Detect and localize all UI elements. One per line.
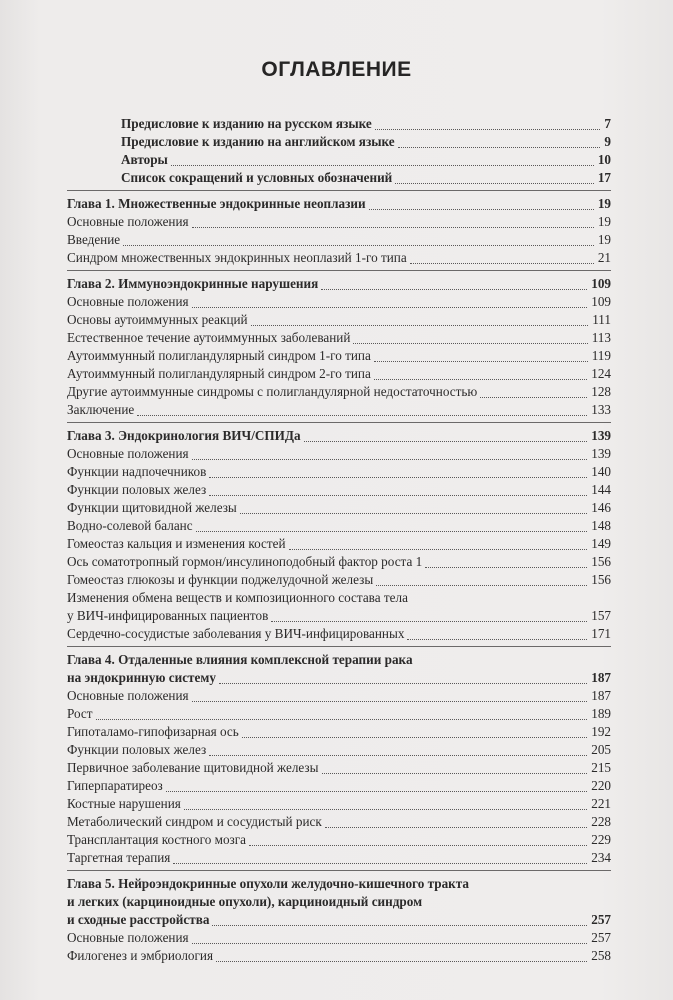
section-entry-label: Основные положения	[67, 930, 189, 945]
page-number: 144	[591, 482, 611, 497]
front-matter	[67, 115, 611, 187]
page-number: 189	[591, 706, 611, 721]
chapter-heading-label: на эндокринную систему	[67, 670, 216, 685]
dot-leader	[192, 227, 594, 228]
front-matter-entry[interactable]	[67, 115, 611, 133]
page-number: 19	[597, 196, 611, 211]
page-number: 220	[591, 778, 611, 793]
page-number: 111	[592, 312, 611, 327]
chapter-group	[67, 651, 611, 867]
dot-leader	[376, 585, 587, 586]
dot-leader	[192, 459, 587, 460]
section-entry-label: Функции половых желез	[67, 742, 207, 757]
page-number: 229	[591, 832, 611, 847]
chapter-divider	[67, 190, 611, 191]
section-entry[interactable]	[67, 929, 611, 947]
chapter-heading-label: Глава 3. Эндокринология ВИЧ/СПИДа	[67, 428, 301, 443]
section-entry-label: Первичное заболевание щитовидной железы	[67, 760, 319, 775]
page-number: 139	[591, 446, 611, 461]
page-number: 258	[591, 948, 611, 963]
section-entry[interactable]	[67, 831, 611, 849]
section-entry-label: Рост	[67, 706, 93, 721]
page-number: 21	[597, 250, 611, 265]
dot-leader	[173, 863, 587, 864]
section-entry[interactable]	[67, 553, 611, 571]
dot-leader	[251, 325, 588, 326]
front-matter-entry-label: Авторы	[121, 152, 168, 167]
chapter-heading[interactable]	[67, 875, 611, 929]
section-entry-label: Гомеостаз глюкозы и функции поджелудочной железы	[67, 572, 374, 587]
chapter-divider	[67, 646, 611, 647]
dot-leader	[96, 719, 587, 720]
section-entry[interactable]	[67, 383, 611, 401]
dot-leader	[480, 397, 587, 398]
dot-leader	[137, 415, 587, 416]
dot-leader	[407, 639, 587, 640]
section-entry-label: Введение	[67, 232, 121, 247]
section-entry-label: Водно-солевой баланс	[67, 518, 193, 533]
chapter-heading-label: и сходные расстройства	[67, 912, 210, 927]
chapter-heading-label: Глава 2. Иммуноэндокринные нарушения	[67, 276, 319, 291]
chapter-group	[67, 427, 611, 643]
dot-leader	[196, 531, 587, 532]
section-entry[interactable]	[67, 625, 611, 643]
chapter-heading[interactable]	[67, 427, 611, 445]
front-matter-entry-label: Предисловие к изданию на английском языке	[121, 134, 395, 149]
dot-leader	[398, 147, 600, 148]
page-number: 221	[591, 796, 611, 811]
dot-leader	[271, 621, 587, 622]
page-number: 205	[591, 742, 611, 757]
front-matter-entry-label: Предисловие к изданию на русском языке	[121, 116, 372, 131]
dot-leader	[289, 549, 587, 550]
dot-leader	[166, 791, 587, 792]
dot-leader	[322, 773, 587, 774]
chapter-heading-label: и легких (карциноидные опухоли), карциноидный синдром	[67, 894, 423, 909]
section-entry[interactable]	[67, 293, 611, 311]
dot-leader	[369, 209, 594, 210]
page-number: 148	[591, 518, 611, 533]
dot-leader	[374, 361, 588, 362]
section-entry-label: Таргетная терапия	[67, 850, 171, 865]
page-number: 133	[591, 402, 611, 417]
dot-leader	[321, 289, 587, 290]
page-number: 9	[604, 134, 611, 149]
section-entry[interactable]	[67, 231, 611, 249]
section-entry[interactable]	[67, 329, 611, 347]
section-entry[interactable]	[67, 759, 611, 777]
chapter-heading-label: Глава 4. Отдаленные влияния комплексной терапии рака	[67, 652, 413, 667]
section-entry-label: Филогенез и эмбриология	[67, 948, 214, 963]
section-entry[interactable]	[67, 445, 611, 463]
page-number: 139	[591, 428, 611, 443]
page-number: 215	[591, 760, 611, 775]
section-entry-label: Ось соматотропный гормон/инсулиноподобный фактор роста 1	[67, 554, 423, 569]
front-matter-entry[interactable]	[67, 151, 611, 169]
section-entry-label: Основные положения	[67, 214, 189, 229]
chapter-group	[67, 195, 611, 267]
front-matter-entry-label: Список сокращений и условных обозначений	[121, 170, 393, 185]
dot-leader	[192, 307, 587, 308]
page-number: 140	[591, 464, 611, 479]
page-title: ОГЛАВЛЕНИЕ	[261, 58, 412, 81]
page-number: 7	[604, 116, 611, 131]
page-number: 234	[591, 850, 611, 865]
section-entry-label: Основные положения	[67, 446, 189, 461]
dot-leader	[209, 495, 587, 496]
section-entry[interactable]	[67, 687, 611, 705]
dot-leader	[374, 379, 587, 380]
section-entry[interactable]	[67, 777, 611, 795]
section-entry[interactable]	[67, 741, 611, 759]
page-number: 156	[591, 572, 611, 587]
dot-leader	[216, 961, 587, 962]
chapter-heading[interactable]	[67, 275, 611, 293]
section-entry[interactable]	[67, 795, 611, 813]
dot-leader	[249, 845, 587, 846]
section-entry-label: Костные нарушения	[67, 796, 181, 811]
section-entry[interactable]	[67, 705, 611, 723]
page-number: 128	[591, 384, 611, 399]
section-entry[interactable]	[67, 365, 611, 383]
page-number: 19	[597, 232, 611, 247]
page-number: 187	[591, 688, 611, 703]
dot-leader	[353, 343, 588, 344]
chapter-divider	[67, 270, 611, 271]
front-matter-entry[interactable]	[67, 169, 611, 187]
page-number: 146	[591, 500, 611, 515]
section-entry[interactable]	[67, 517, 611, 535]
chapter-divider	[67, 422, 611, 423]
dot-leader	[375, 129, 600, 130]
page-number: 192	[591, 724, 611, 739]
chapter-heading-label: Глава 1. Множественные эндокринные неоплазии	[67, 196, 366, 211]
dot-leader	[209, 755, 587, 756]
section-entry-label: Основные положения	[67, 294, 189, 309]
page-number: 119	[591, 348, 611, 363]
table-of-contents	[67, 115, 611, 967]
dot-leader	[425, 567, 587, 568]
section-entry-label: Аутоиммунный полигландулярный синдром 1-го типа	[67, 348, 371, 363]
dot-leader	[123, 245, 594, 246]
page-number: 19	[597, 214, 611, 229]
dot-leader	[240, 513, 587, 514]
dot-leader	[212, 925, 587, 926]
section-entry-label: Гомеостаз кальция и изменения костей	[67, 536, 286, 551]
chapter-group	[67, 875, 611, 965]
dot-leader	[219, 683, 587, 684]
section-entry[interactable]	[67, 813, 611, 831]
section-entry-label: Гиперпаратиреоз	[67, 778, 163, 793]
section-entry[interactable]	[67, 571, 611, 589]
section-entry-label: Другие аутоиммунные синдромы с полигландулярной недостаточностью	[67, 384, 478, 399]
dot-leader	[395, 183, 594, 184]
section-entry[interactable]	[67, 499, 611, 517]
section-entry-label: Функции надпочечников	[67, 464, 207, 479]
dot-leader	[192, 701, 587, 702]
section-entry[interactable]	[67, 947, 611, 965]
chapter-group	[67, 275, 611, 419]
section-entry[interactable]	[67, 463, 611, 481]
page-number: 109	[591, 294, 611, 309]
dot-leader	[304, 441, 587, 442]
page-number: 149	[591, 536, 611, 551]
page-number: 10	[597, 152, 611, 167]
section-entry[interactable]	[67, 347, 611, 365]
dot-leader	[192, 943, 587, 944]
dot-leader	[171, 165, 594, 166]
page-number: 257	[591, 930, 611, 945]
dot-leader	[325, 827, 587, 828]
section-entry[interactable]	[67, 213, 611, 231]
page-number: 171	[591, 626, 611, 641]
page-number: 109	[591, 276, 611, 291]
front-matter-entry[interactable]	[67, 133, 611, 151]
section-entry-label: Естественное течение аутоиммунных заболеваний	[67, 330, 351, 345]
dot-leader	[410, 263, 594, 264]
section-entry[interactable]	[67, 401, 611, 419]
section-entry-label: Метаболический синдром и сосудистый риск	[67, 814, 322, 829]
section-entry[interactable]	[67, 723, 611, 741]
dot-leader	[242, 737, 587, 738]
dot-leader	[184, 809, 587, 810]
section-entry-label: Гипоталамо-гипофизарная ось	[67, 724, 239, 739]
chapter-heading[interactable]	[67, 195, 611, 213]
page-number: 157	[591, 608, 611, 623]
chapter-heading[interactable]	[67, 651, 611, 687]
page-number: 124	[591, 366, 611, 381]
section-entry-label: Заключение	[67, 402, 135, 417]
page-number: 228	[591, 814, 611, 829]
section-entry[interactable]	[67, 535, 611, 553]
dot-leader	[209, 477, 587, 478]
section-entry[interactable]	[67, 249, 611, 267]
page-number: 17	[597, 170, 611, 185]
page-number: 257	[591, 912, 611, 927]
section-entry-label: Аутоиммунный полигландулярный синдром 2-го типа	[67, 366, 371, 381]
section-entry-label: Изменения обмена веществ и композиционного состава тела	[67, 590, 408, 605]
page-number: 187	[591, 670, 611, 685]
section-entry-label: Синдром множественных эндокринных неоплазий 1-го типа	[67, 250, 407, 265]
section-entry-label: Трансплантация костного мозга	[67, 832, 247, 847]
chapter-divider	[67, 870, 611, 871]
section-entry[interactable]	[67, 311, 611, 329]
section-entry[interactable]	[67, 481, 611, 499]
section-entry-label: Основы аутоиммунных реакций	[67, 312, 248, 327]
section-entry-label: Функции половых желез	[67, 482, 207, 497]
section-entry-label: Сердечно-сосудистые заболевания у ВИЧ-инфицированных	[67, 626, 405, 641]
section-entry-label: у ВИЧ-инфицированных пациентов	[67, 608, 269, 623]
section-entry[interactable]	[67, 589, 611, 625]
section-entry-label: Основные положения	[67, 688, 189, 703]
page-number: 113	[591, 330, 611, 345]
section-entry-label: Функции щитовидной железы	[67, 500, 237, 515]
section-entry[interactable]	[67, 849, 611, 867]
page-number: 156	[591, 554, 611, 569]
chapter-heading-label: Глава 5. Нейроэндокринные опухоли желудочно-кишечного тракта	[67, 876, 469, 891]
